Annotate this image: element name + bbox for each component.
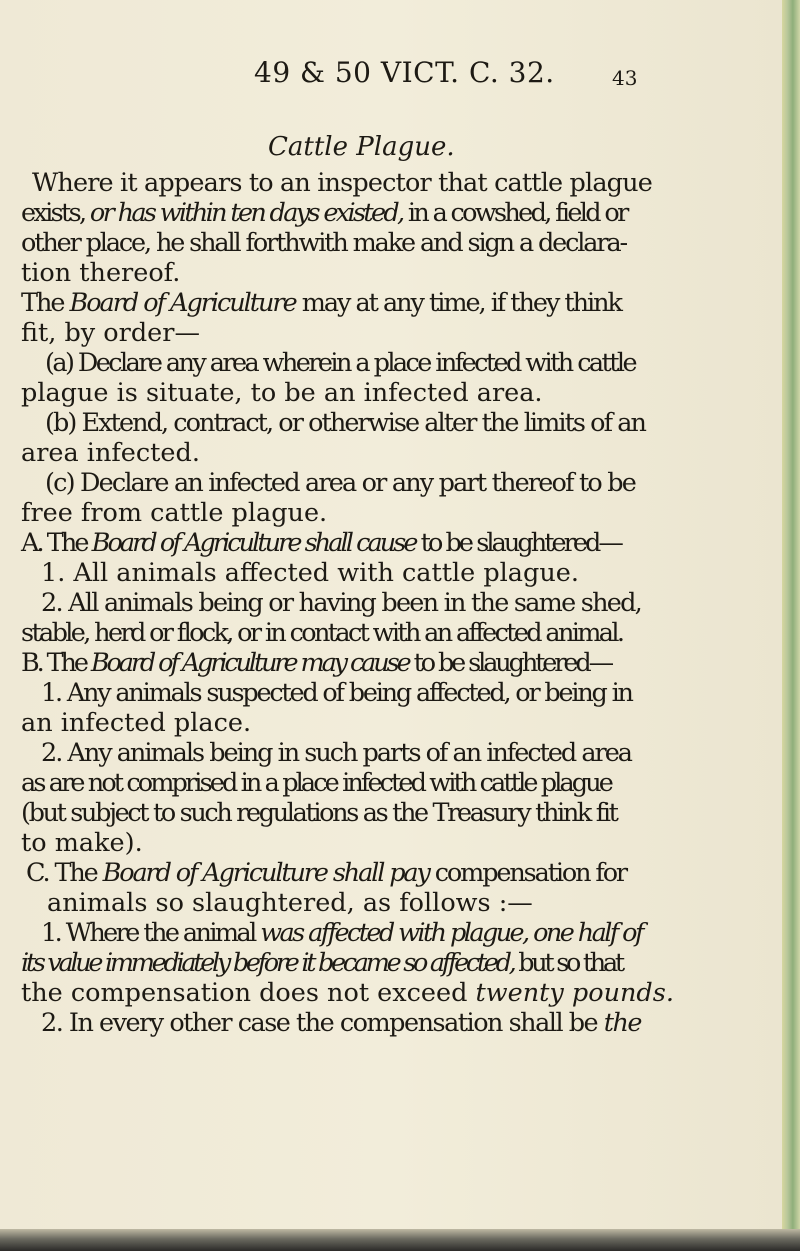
text-run: (but subject to such regulations as the Treasury think fit [21,798,617,828]
text-run: 2. Any animals being in such parts of an infected area [41,738,631,768]
text-line [21,798,617,828]
text-run: The [21,288,70,318]
text-run: free from cattle plague. [21,498,328,528]
text-line [21,198,627,228]
italic-run: twenty pounds. [475,978,674,1008]
text-line [26,858,626,888]
text-run: (b) Extend, contract, or otherwise alter the limits of an [45,408,645,438]
text-run: to make). [21,828,143,858]
text-line [47,888,533,918]
italic-run: or has within ten days existed, [89,198,403,228]
text-run: 1. All animals affected with cattle plague. [41,558,579,588]
text-line [41,558,579,588]
text-line [21,708,251,738]
section-title: Cattle Plague. [268,132,455,162]
italic-run: the [603,1008,641,1038]
text-line [21,768,611,798]
text-line [21,618,622,648]
text-run: to be slaughtered— [408,648,611,678]
text-run: in a cowshed, field or [402,198,627,228]
text-run: other place, he shall forthwith make and sign a declara- [21,228,626,258]
text-run: C. The [26,858,103,888]
text-line [32,168,652,198]
text-run: as are not comprised in a place infected with cattle plague [21,768,611,798]
text-line [41,1008,641,1038]
text-line [21,228,626,258]
text-run: area infected. [21,438,200,468]
text-line [21,648,611,678]
text-run: 2. All animals being or having been in the same shed, [41,588,641,618]
text-line [21,288,621,318]
text-line [45,408,645,438]
italic-run: was affected with plague, one half of [260,918,642,948]
text-run: plague is situate, to be an infected area. [21,378,543,408]
text-run: (c) Declare an infected area or any part thereof to be [45,468,635,498]
text-line [45,348,635,378]
text-line [45,468,635,498]
page-edge-bottom [0,1229,800,1251]
text-run: Where it appears to an inspector that cattle plague [32,168,652,198]
text-run: exists, [21,198,90,228]
text-run: but so that [513,948,622,978]
text-line [21,978,674,1008]
running-head: 49 & 50 VICT. C. 32. [254,56,555,89]
italic-run: Board of Agriculture shall pay [102,858,429,888]
text-run: stable, herd or flock, or in contact with an affected animal. [21,618,623,648]
text-run: tion thereof. [21,258,181,288]
text-run: 1. Where the animal [41,918,261,948]
text-line [21,828,143,858]
page-header [0,56,782,96]
text-run: may at any time, if they think [295,288,621,318]
text-run: the compensation does not exceed [21,978,476,1008]
text-line [41,588,641,618]
text-run: an infected place. [21,708,252,738]
text-line [41,678,632,708]
italic-run: its value immediately before it became so affected, [21,948,514,978]
italic-run: Board of Agriculture may cause [90,648,409,678]
text-run: 1. Any animals suspected of being affected, or being in [41,678,632,708]
page-number: 43 [612,66,638,90]
text-run: (a) Declare any area wherein a place infected with cattle [45,348,635,378]
text-run: to be slaughtered— [415,528,621,558]
italic-run: Board of Agriculture shall cause [91,528,416,558]
text-line [41,918,642,948]
text-run: A. The [21,528,92,558]
text-line [21,948,622,978]
text-line [21,438,200,468]
text-run: fit, by order— [21,318,200,348]
text-line [21,258,180,288]
text-line [21,378,543,408]
text-line [21,498,327,528]
text-line [21,528,621,558]
text-line [21,318,200,348]
text-run: animals so slaughtered, as follows :— [47,888,533,918]
text-run: compensation for [428,858,627,888]
page-edge-right [782,0,800,1251]
text-line [41,738,631,768]
italic-run: Board of Agriculture [69,288,296,318]
text-run: B. The [21,648,91,678]
text-run: 2. In every other case the compensation shall be [41,1008,604,1038]
